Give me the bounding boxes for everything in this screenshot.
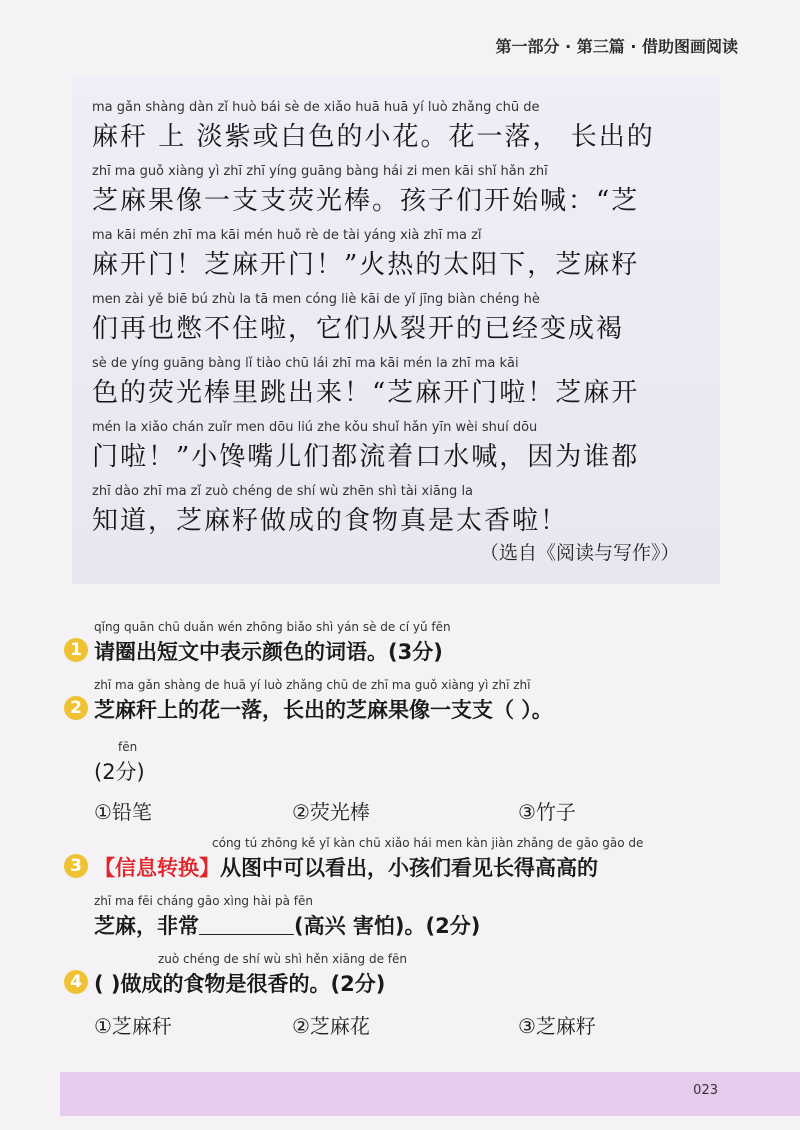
- passage-text-line: 芝麻果像一支支荧光棒。孩子们开始喊：“芝: [92, 186, 640, 216]
- question-4-option-1[interactable]: ①芝麻秆: [94, 1014, 172, 1038]
- passage-text-line: 色的荧光棒里跳出来！“芝麻开门啦！芝麻开: [92, 378, 640, 408]
- question-2-option-1[interactable]: ①铅笔: [94, 800, 152, 824]
- passage-pinyin-line: mén la xiǎo chán zuǐr men dōu liú zhe kǒu shuǐ hǎn yīn wèi shuí dōu: [92, 420, 538, 435]
- question-2-score: (2分): [94, 760, 145, 784]
- question-2-option-2[interactable]: ②荧光棒: [292, 800, 370, 824]
- question-2-pinyin-2: fēn: [118, 740, 138, 754]
- passage-pinyin-line: men zài yě biē bú zhù la tā men cóng liè kāi de yǐ jīng biàn chéng hè: [92, 292, 540, 307]
- passage-pinyin-line: zhī dào zhī ma zǐ zuò chéng de shí wù zhēn shì tài xiāng la: [92, 484, 474, 499]
- passage-pinyin-line: ma gǎn shàng dàn zǐ huò bái sè de xiǎo huā huā yí luò zhǎng chū de: [92, 100, 540, 115]
- passage-text-line: 知道，芝麻籽做成的食物真是太香啦！: [92, 506, 569, 536]
- question-1-pinyin: qǐng quān chū duǎn wén zhōng biǎo shì yán sè de cí yǔ fēn: [94, 620, 451, 634]
- question-4-pinyin: zuò chéng de shí wù shì hěn xiāng de fēn: [158, 952, 408, 966]
- passage-text-line: 麻秆 上 淡紫或白色的小花。花一落， 长出的: [92, 122, 655, 152]
- question-3-text: 从图中可以看出，小孩们看见长得高高的: [220, 856, 598, 880]
- page-number: 023: [693, 1083, 718, 1098]
- question-3-pinyin: cóng tú zhōng kě yǐ kàn chū xiǎo hái men kàn jiàn zhǎng de gāo gāo de: [212, 836, 644, 850]
- question-3-text-2a: 芝麻，非常: [94, 914, 199, 938]
- passage-pinyin-line: zhī ma guǒ xiàng yì zhī zhī yíng guāng bàng hái zi men kāi shǐ hǎn zhī: [92, 164, 548, 179]
- question-4-text: ( )做成的食物是很香的。(2分): [94, 972, 386, 996]
- passage-text-line: 门啦！”小馋嘴儿们都流着口水喊，因为谁都: [92, 442, 640, 472]
- question-4-option-2[interactable]: ②芝麻花: [292, 1014, 370, 1038]
- question-2-pinyin: zhī ma gǎn shàng de huā yí luò zhǎng chū de zhī ma guǒ xiàng yì zhī zhī: [94, 678, 531, 692]
- passage-text-line: 们再也憋不住啦，它们从裂开的已经变成褐: [92, 314, 625, 344]
- question-3-answer-blank[interactable]: [199, 916, 294, 935]
- question-2-text: 芝麻秆上的花一落，长出的芝麻果像一支支（ ）。: [94, 698, 553, 722]
- passage-text-line: 麻开门！芝麻开门！”火热的太阳下，芝麻籽: [92, 250, 640, 280]
- question-3-text-2b: (高兴 害怕)。(2分): [294, 914, 481, 938]
- question-1-text: 请圈出短文中表示颜色的词语。(3分): [94, 640, 443, 664]
- passage-source: （选自《阅读与写作》）: [480, 542, 680, 564]
- page-header: 第一部分 · 第三篇 · 借助图画阅读: [495, 37, 738, 56]
- footer-band: [60, 1072, 800, 1116]
- question-3-tag: 【信息转换】: [94, 856, 220, 880]
- question-1-number: 1: [64, 638, 88, 662]
- passage-pinyin-line: sè de yíng guāng bàng lǐ tiào chū lái zhī ma kāi mén la zhī ma kāi: [92, 356, 519, 371]
- passage-pinyin-line: ma kāi mén zhī ma kāi mén huǒ rè de tài yáng xià zhī ma zǐ: [92, 228, 482, 243]
- question-2-number: 2: [64, 696, 88, 720]
- question-3-pinyin-2: zhī ma fēi cháng gāo xìng hài pà fēn: [94, 894, 313, 908]
- question-2-option-3[interactable]: ③竹子: [518, 800, 576, 824]
- question-3-number: 3: [64, 854, 88, 878]
- question-4-number: 4: [64, 970, 88, 994]
- question-4-option-3[interactable]: ③芝麻籽: [518, 1014, 596, 1038]
